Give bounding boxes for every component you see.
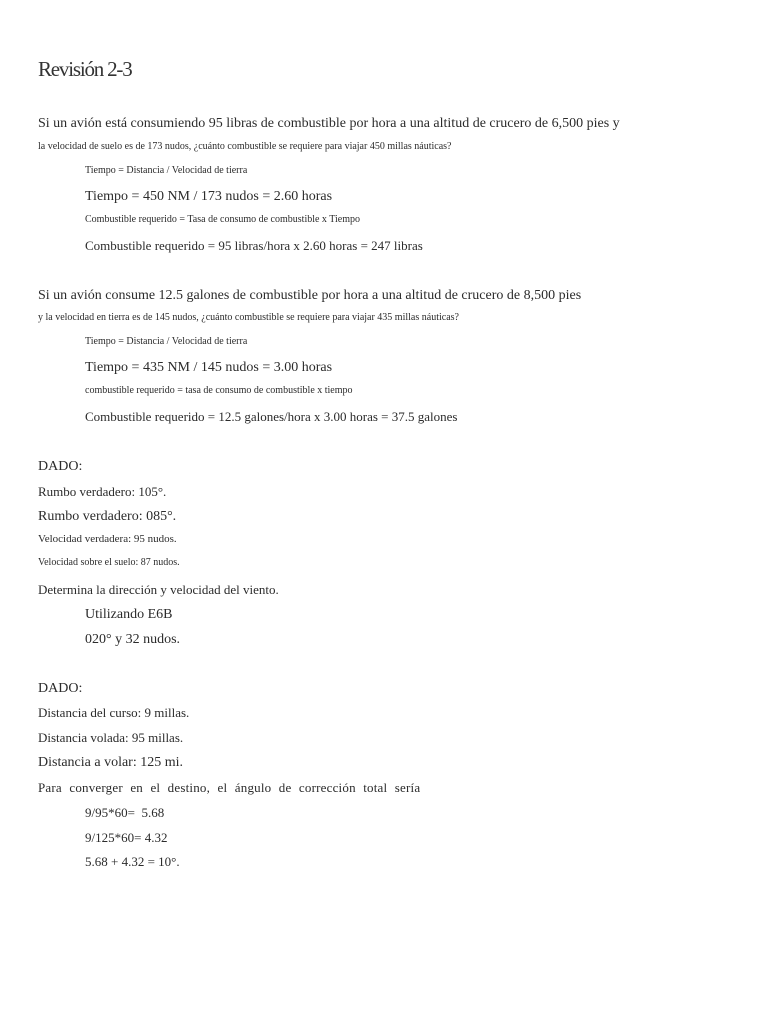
problem2-question-line1: Si un avión consume 12.5 galones de combustible por hora a una altitud de crucero de 8,500 pies: [38, 288, 582, 303]
problem3-given-heading: DADO:: [38, 459, 83, 474]
problem1-question-line2: la velocidad de suelo es de 173 nudos, ¿cuánto combustible se requiere para viajar 450 millas náuticas?: [38, 141, 452, 152]
problem3-true-heading: Rumbo verdadero: 105°.: [38, 484, 167, 499]
problem1-calc-fuel: Combustible requerido = 95 libras/hora x 2.60 horas = 247 libras: [85, 238, 423, 253]
problem4-to-fly: Distancia a volar: 125 mi.: [38, 755, 184, 770]
problem3-true-airspeed: Velocidad verdadera: 95 nudos.: [38, 533, 177, 545]
page-title: Revisión 2-3: [38, 57, 132, 81]
problem4-off-course: Distancia del curso: 9 millas.: [38, 705, 190, 720]
problem4-question: Para converger en el destino, el ángulo de corrección total sería: [38, 780, 421, 795]
problem1-calc-time: Tiempo = 450 NM / 173 nudos = 2.60 horas: [85, 189, 333, 204]
problem4-calc3: 5.68 + 4.32 = 10°.: [85, 854, 180, 869]
problem3-answer: 020° y 32 nudos.: [85, 632, 181, 647]
problem4-calc1: 9/95*60= 5.68: [85, 805, 165, 820]
problem1-question-line1: Si un avión está consumiendo 95 libras de combustible por hora a una altitud de crucero de 6,500 pies y: [38, 116, 620, 131]
problem4-flown: Distancia volada: 95 millas.: [38, 730, 184, 745]
problem4-calc2: 9/125*60= 4.32: [85, 830, 168, 845]
problem1-formula-time: Tiempo = Distancia / Velocidad de tierra: [85, 165, 248, 176]
problem3-task: Determina la dirección y velocidad del viento.: [38, 582, 279, 597]
problem1-formula-fuel: Combustible requerido = Tasa de consumo de combustible x Tiempo: [85, 214, 361, 225]
problem4-given-heading: DADO:: [38, 681, 83, 696]
problem2-calc-time: Tiempo = 435 NM / 145 nudos = 3.00 horas: [85, 360, 333, 375]
problem2-formula-fuel: combustible requerido = tasa de consumo de combustible x tiempo: [85, 385, 353, 396]
problem3-method: Utilizando E6B: [85, 607, 173, 622]
problem2-question-line2: y la velocidad en tierra es de 145 nudos, ¿cuánto combustible se requiere para viajar 435 millas náuticas?: [38, 312, 459, 323]
problem3-true-course: Rumbo verdadero: 085°.: [38, 509, 177, 524]
problem2-formula-time: Tiempo = Distancia / Velocidad de tierra: [85, 336, 248, 347]
problem2-calc-fuel: Combustible requerido = 12.5 galones/hora x 3.00 horas = 37.5 galones: [85, 409, 458, 424]
problem3-ground-speed: Velocidad sobre el suelo: 87 nudos.: [38, 557, 180, 568]
